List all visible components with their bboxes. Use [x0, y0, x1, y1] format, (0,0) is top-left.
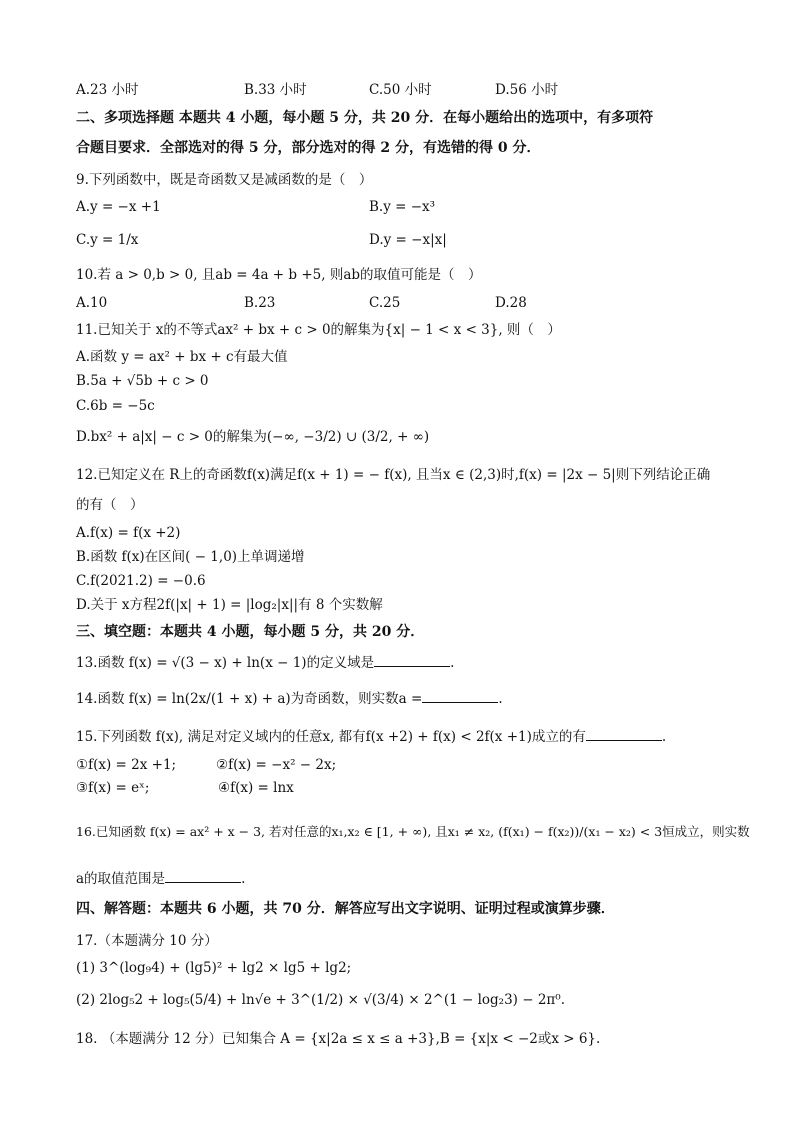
- q8-option-b: B.33 小时: [244, 82, 307, 98]
- q11-option-c: C.6b = −5c: [76, 398, 155, 414]
- q12-option-a: A.f(x) = f(x +2): [76, 525, 181, 541]
- q9-option-a: A.y = −x +1: [76, 199, 161, 215]
- q13-answer-blank: [374, 654, 450, 667]
- q15-option-2: ②f(x) = −x² − 2x;: [216, 757, 337, 773]
- q17-part-2: (2) 2log₅2 + log₅(5/4) + ln√e + 3^(1/2) × √(3/4) × 2^(1 − log₂3) − 2π⁰.: [76, 992, 566, 1008]
- q15-option-4: ④f(x) = lnx: [218, 780, 294, 796]
- q10-option-d: D.28: [495, 295, 527, 311]
- q10-option-b: B.23: [244, 295, 276, 311]
- q16-line2: a的取值范围是 .: [76, 871, 246, 887]
- q11-option-b: B.5a + √5b + c > 0: [76, 373, 209, 389]
- q14-answer-blank: [422, 690, 498, 703]
- q8-option-d: D.56 小时: [495, 82, 559, 98]
- q17-title: 17.（本题满分 10 分）: [76, 933, 218, 949]
- q16-answer-blank: [165, 870, 241, 883]
- q15-stem: 15.下列函数 f(x), 满足对定义域内的任意x, 都有f(x +2) + f(x) < 2f(x +1)成立的有: [76, 729, 586, 745]
- q14-line: 14.函数 f(x) = ln(2x/(1 + x) + a)为奇函数，则实数a = .: [76, 691, 503, 707]
- q8-option-c: C.50 小时: [369, 82, 432, 98]
- section-2-heading-line2: 合题目要求．全部选对的得 5 分，部分选对的得 2 分，有选错的得 0 分．: [76, 140, 541, 156]
- q8-option-a: A.23 小时: [76, 82, 139, 98]
- q18-stem: 18. （本题满分 12 分）已知集合 A = {x|2a ≤ x ≤ a +3},B = {x|x < −2或x > 6}.: [76, 1031, 601, 1047]
- q9-stem: 9.下列函数中，既是奇函数又是减函数的是（ ）: [76, 172, 373, 188]
- q9-option-c: C.y = 1/x: [76, 232, 139, 248]
- q11-option-d: D.bx² + a|x| − c > 0的解集为(−∞, −3/2) ∪ (3/2, + ∞): [76, 429, 430, 445]
- q9-option-b: B.y = −x³: [369, 199, 436, 215]
- section-3-heading: 三、填空题：本题共 4 小题，每小题 5 分，共 20 分．: [76, 624, 425, 640]
- q17-part-1: (1) 3^(log₉4) + (lg5)² + lg2 × lg5 + lg2;: [76, 960, 352, 976]
- q15-option-3: ③f(x) = eˣ;: [76, 780, 150, 796]
- q12-stem-line2: 的有（ ）: [76, 497, 144, 513]
- q11-stem: 11.已知关于 x的不等式ax² + bx + c > 0的解集为{x| − 1 < x < 3}, 则（ ）: [76, 322, 561, 338]
- q12-stem-line1: 12.已知定义在 R上的奇函数f(x)满足f(x + 1) = − f(x), 且当x ∈ (2,3)时,f(x) = |2x − 5|则下列结论正确: [76, 467, 711, 483]
- q12-option-c: C.f(2021.2) = −0.6: [76, 573, 206, 589]
- q16-stem-line1: 16.已知函数 f(x) = ax² + x − 3, 若对任意的x₁,x₂ ∈ [1, + ∞), 且x₁ ≠ x₂, (f(x₁) − f(x₂))/(x₁ − x₂) < 3恒成立，则实数: [76, 824, 750, 839]
- section-2-heading-line1: 二、多项选择题 本题共 4 小题，每小题 5 分，共 20 分．在每小题给出的选项中，有多项符: [76, 110, 654, 126]
- q10-option-c: C.25: [369, 295, 401, 311]
- q15-line: 15.下列函数 f(x), 满足对定义域内的任意x, 都有f(x +2) + f(x) < 2f(x +1)成立的有 .: [76, 729, 667, 745]
- q16-stem-line2: a的取值范围是: [76, 871, 166, 887]
- q15-answer-blank: [586, 728, 662, 741]
- q11-option-a: A.函数 y = ax² + bx + c有最大值: [76, 349, 288, 365]
- q9-option-d: D.y = −x|x|: [369, 232, 447, 248]
- q12-option-b: B.函数 f(x)在区间( − 1,0)上单调递增: [76, 549, 305, 565]
- section-4-heading: 四、解答题：本题共 6 小题，共 70 分．解答应写出文字说明、证明过程或演算步骤．: [76, 901, 615, 917]
- q12-option-d: D.关于 x方程2f(|x| + 1) = |log₂|x||有 8 个实数解: [76, 597, 383, 613]
- q15-option-1: ①f(x) = 2x +1;: [76, 757, 177, 773]
- q13-line: 13.函数 f(x) = √(3 − x) + ln(x − 1)的定义域是 .: [76, 655, 455, 671]
- q13-stem: 13.函数 f(x) = √(3 − x) + ln(x − 1)的定义域是: [76, 655, 375, 671]
- q10-stem: 10.若 a > 0,b > 0, 且ab = 4a + b +5, 则ab的取值可能是（ ）: [76, 267, 482, 283]
- q14-stem: 14.函数 f(x) = ln(2x/(1 + x) + a)为奇函数，则实数a =: [76, 691, 423, 707]
- q10-option-a: A.10: [76, 295, 108, 311]
